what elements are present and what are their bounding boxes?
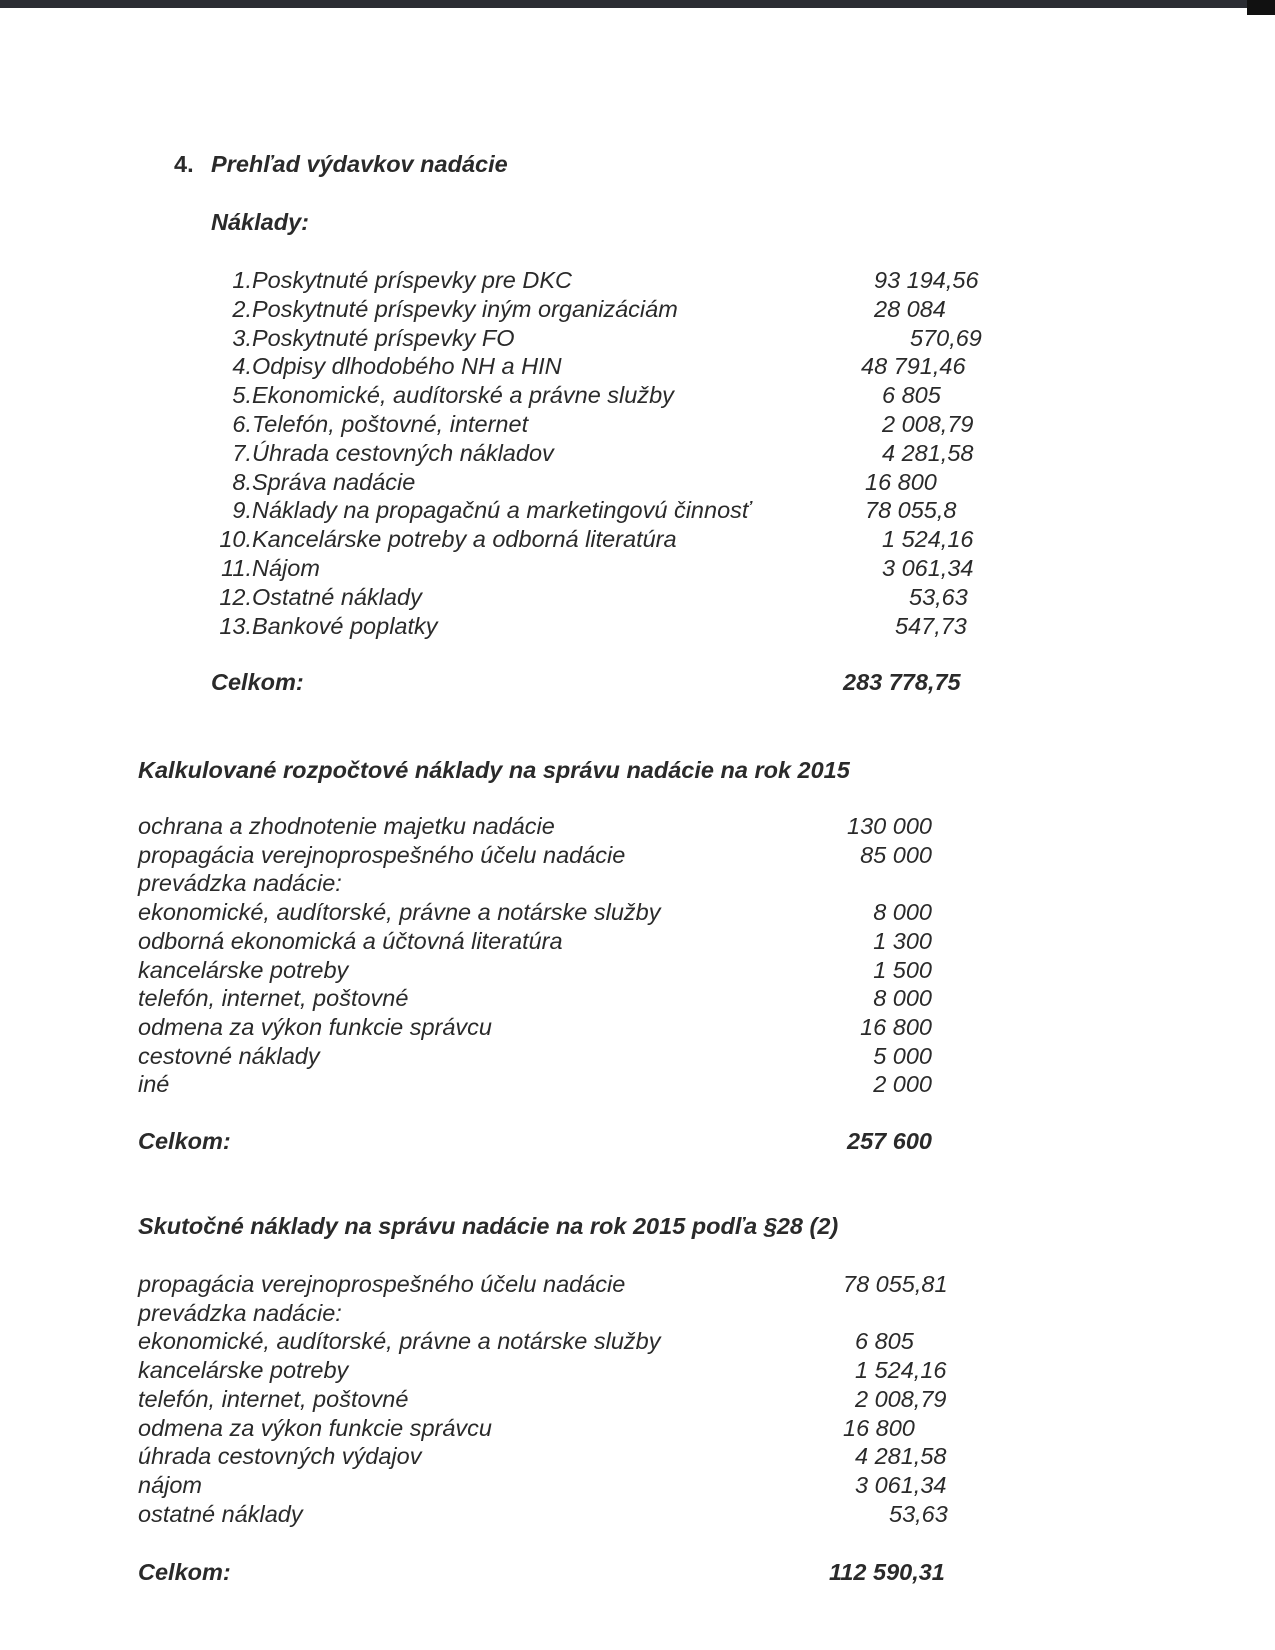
budget-item-label: odborná ekonomická a účtovná literatúra	[138, 927, 563, 954]
cost-item-value: 48 791,46	[861, 353, 966, 380]
budget-item-value: 16 800	[860, 1013, 932, 1040]
budget-item-value: 1 300	[873, 927, 932, 954]
budget-item-label: ochrana a zhodnotenie majetku nadácie	[138, 813, 555, 839]
budget-item-value: 2 000	[873, 1071, 932, 1098]
cost-item-label: Ostatné náklady	[252, 583, 422, 610]
actual-item-value: 53,63	[889, 1500, 948, 1527]
budget-item-label: odmena za výkon funkcie správcu	[138, 1013, 492, 1040]
budget-total-label: Celkom:	[138, 1128, 231, 1154]
cost-item-label: Bankové poplatky	[252, 612, 438, 639]
actual-heading: Skutočné náklady na správu nadácie na rok 2015 podľa §28 (2)	[138, 1213, 839, 1239]
cost-item-label: Poskytnuté príspevky FO	[252, 324, 515, 351]
actual-item-label: ostatné náklady	[138, 1500, 303, 1527]
cost-item-number: 1.	[232, 267, 252, 293]
costs-total-label: Celkom:	[211, 669, 304, 695]
costs-total-value: 283 778,75	[843, 669, 961, 695]
budget-item-label: telefón, internet, poštovné	[138, 985, 409, 1012]
cost-item-label: Správa nadácie	[252, 468, 416, 495]
actual-item-value: 4 281,58	[855, 1443, 947, 1470]
cost-item-value: 6 805	[882, 382, 941, 409]
cost-item-label: Úhrada cestovných nákladov	[252, 439, 554, 466]
cost-item-value: 570,69	[910, 324, 982, 351]
cost-item-value: 16 800	[865, 468, 937, 495]
section-number: 4.	[174, 151, 194, 177]
actual-total-label: Celkom:	[138, 1559, 231, 1585]
cost-item-number: 8.	[232, 468, 252, 495]
scan-edge-bar	[0, 0, 1275, 8]
scan-edge-block	[1247, 0, 1275, 15]
actual-item-label: kancelárske potreby	[138, 1357, 349, 1384]
budget-item-value: 130 000	[847, 813, 932, 839]
actual-total-value: 112 590,31	[829, 1559, 945, 1585]
actual-item-label: nájom	[138, 1471, 203, 1498]
cost-item-value: 2 008,79	[882, 411, 974, 437]
cost-item-number: 7.	[232, 439, 252, 466]
cost-item-label: Telefón, poštovné, internet	[252, 411, 529, 437]
cost-item-value: 3 061,34	[882, 555, 974, 581]
cost-item-label: Odpisy dlhodobého NH a HIN	[252, 353, 562, 380]
cost-item-number: 13.	[219, 612, 252, 639]
budget-item-label: iné	[138, 1071, 170, 1098]
cost-item-label: Poskytnuté príspevky iným organizáciám	[252, 295, 678, 322]
cost-item-value: 547,73	[895, 612, 967, 639]
actual-item-value: 1 524,16	[855, 1357, 947, 1384]
actual-item-label: odmena za výkon funkcie správcu	[138, 1414, 492, 1441]
actual-item-value: 3 061,34	[855, 1471, 947, 1498]
cost-item-label: Ekonomické, audítorské a právne služby	[252, 382, 674, 409]
budget-item-value: 1 500	[873, 956, 932, 983]
budget-item-value: 5 000	[873, 1042, 932, 1069]
actual-item-label: propagácia verejnoprospešného účelu nadácie	[138, 1271, 626, 1297]
budget-item-label: cestovné náklady	[138, 1042, 320, 1069]
budget-item-label: ekonomické, audítorské, právne a notárske služby	[138, 899, 661, 926]
actual-item-label: telefón, internet, poštovné	[138, 1385, 409, 1412]
actual-item-label: úhrada cestovných výdajov	[138, 1443, 422, 1470]
cost-item-label: Nájom	[252, 555, 320, 581]
budget-item-value: 8 000	[873, 899, 932, 926]
budget-item-label: kancelárske potreby	[138, 956, 349, 983]
section-title: Prehľad výdavkov nadácie	[211, 151, 508, 177]
cost-item-label: Poskytnuté príspevky pre DKC	[252, 267, 572, 293]
cost-item-number: 9.	[232, 497, 252, 524]
cost-item-value: 93 194,56	[874, 267, 979, 293]
actual-item-value: 16 800	[843, 1414, 915, 1441]
budget-item-value: 8 000	[873, 985, 932, 1012]
budget-item-label: propagácia verejnoprospešného účelu nadácie	[138, 841, 626, 868]
cost-item-number: 6.	[232, 411, 252, 437]
cost-item-number: 2.	[232, 295, 252, 322]
actual-item-label: prevádzka nadácie:	[138, 1299, 342, 1326]
cost-item-value: 78 055,8	[865, 497, 957, 524]
budget-total-value: 257 600	[847, 1128, 932, 1154]
actual-item-value: 78 055,81	[843, 1271, 948, 1297]
cost-item-number: 10.	[219, 526, 252, 553]
actual-item-label: ekonomické, audítorské, právne a notárske služby	[138, 1328, 661, 1355]
budget-heading: Kalkulované rozpočtové náklady na správu nadácie na rok 2015	[138, 757, 850, 783]
cost-item-label: Náklady na propagačnú a marketingovú činnosť	[252, 497, 751, 524]
cost-item-number: 11.	[221, 555, 252, 581]
cost-item-number: 12.	[219, 583, 252, 610]
cost-item-number: 3.	[232, 324, 252, 351]
actual-item-value: 2 008,79	[855, 1385, 947, 1412]
budget-item-label: prevádzka nadácie:	[138, 870, 342, 897]
cost-item-label: Kancelárske potreby a odborná literatúra	[252, 526, 677, 553]
costs-heading: Náklady:	[211, 209, 309, 235]
cost-item-value: 4 281,58	[882, 439, 974, 466]
budget-item-value: 85 000	[860, 841, 932, 868]
actual-item-value: 6 805	[855, 1328, 914, 1355]
cost-item-number: 4.	[232, 353, 252, 380]
cost-item-value: 28 084	[874, 295, 946, 322]
cost-item-value: 1 524,16	[882, 526, 974, 553]
cost-item-value: 53,63	[909, 583, 968, 610]
cost-item-number: 5.	[232, 382, 252, 409]
